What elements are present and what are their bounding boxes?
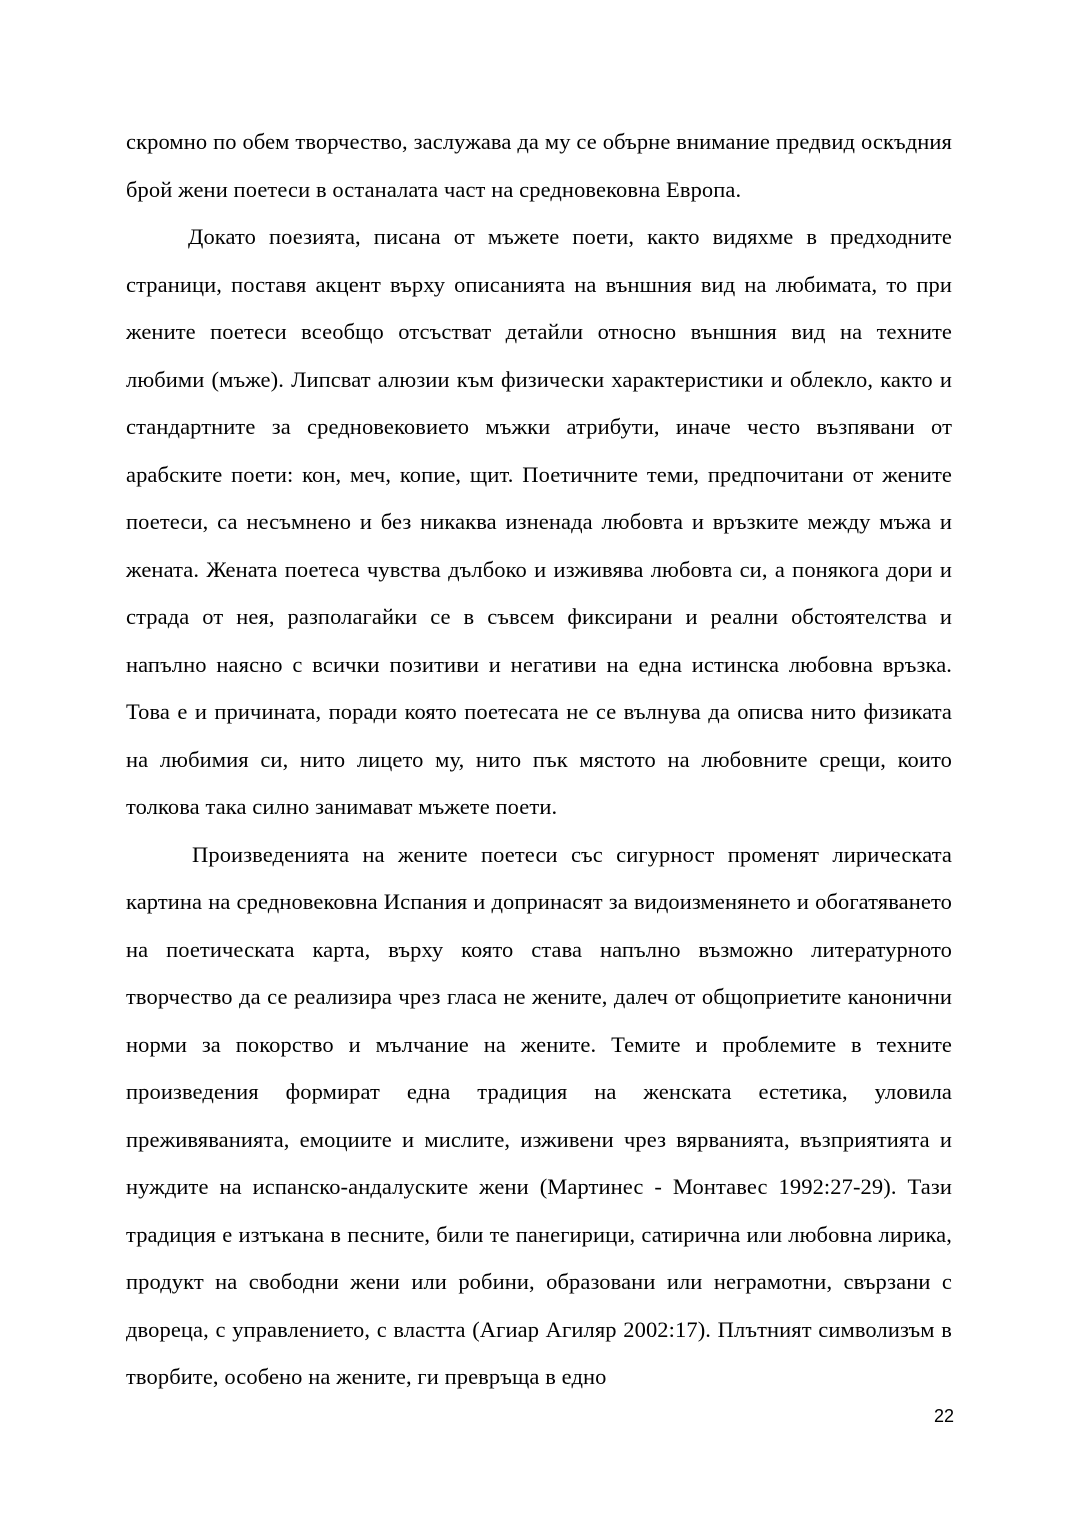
page-number: 22: [933, 1406, 954, 1426]
paragraph-poetry-themes: Докато поезията, писана от мъжете поети, както видяхме в предходните страници, поставя акцент върху описанията на външния вид на любимата, то при жените поетеси всеобщо отсъстват детайли относно външния вид на техните любими (мъже). Липсват алюзии към физически характеристики и облекло, както и стандартните за средновековието мъжки атрибути, иначе често възпявани от арабските поети: кон, меч, копие, щит. Поетичните теми, предпочитани от жените поетеси, са несъмнено и без никаква изненада любовта и връзките между мъжа и жената. Жената поетеса чувства дълбоко и изживява любовта си, а понякога дори и страда от нея, разполагайки се в съвсем фиксирани и реални обстоятелства и напълно наясно с всички позитиви и негативи на една истинска любовна връзка. Това е и причината, поради която поетесата не се вълнува да описва нито физиката на любимия си, нито лицето му, нито пък мястото на любовните срещи, които толкова така силно занимават мъжете поети.: [126, 224, 952, 819]
paragraph-continuation: скромно по обем творчество, заслужава да му се обърне внимание предвид оскъдния брой жени поетеси в останалата част на средновековна Европа.: [126, 129, 952, 202]
paragraph-women-poets-contribution: Произведенията на жените поетеси със сигурност променят лирическата картина на средновековна Испания и допринасят за видоизменянето и обогатяването на поетическата карта, върху която става напълно възможно литературното творчество да се реализира чрез гласа не жените, далеч от общоприетите канонични норми за покорство и мълчание на жените. Темите и проблемите в техните произведения формират една традиция на женската естетика, уловила преживяванията, емоциите и мислите, изживени чрез вярванията, възприятията и нуждите на испанско-андалуските жени (Мартинес - Монтавес 1992:27-29). Тази традиция е изтъкана в песните, били те панегирици, сатирична или любовна лирика, продукт на свободни жени или робини, образовани или неграмотни, свързани с двореца, с управлението, с властта (Агиар Агиляр 2002:17). Плътният символизъм в творбите, особено на жените, ги превръща в едно: [126, 841, 952, 1389]
page-body: [126, 118, 952, 1401]
